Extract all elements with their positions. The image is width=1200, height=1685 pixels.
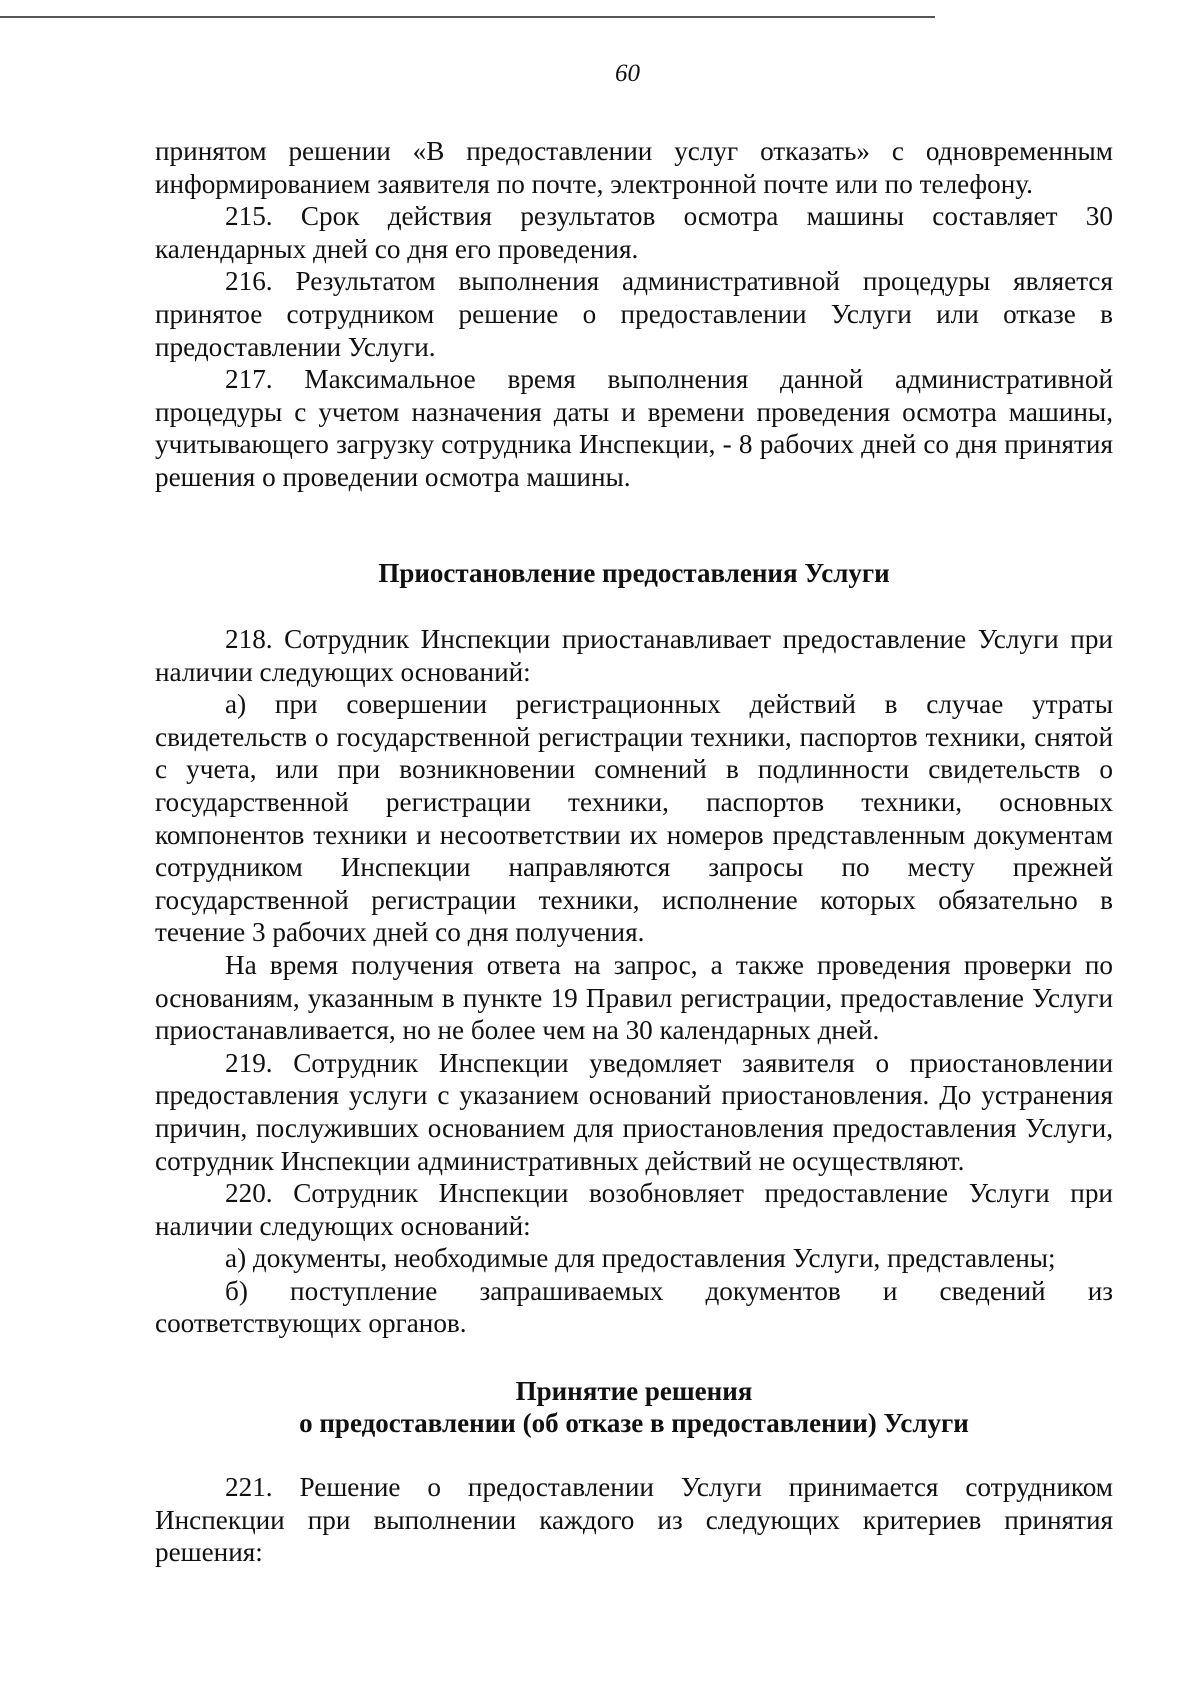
section-heading-suspension: Приостановление предоставления Услуги <box>378 558 890 588</box>
text-block-3 <box>155 1471 1113 1569</box>
paragraph-221: 221. Решение о предоставлении Услуги принимается сотрудником Инспекции при выполнении каждого из следующих критериев принятия решения: <box>155 1472 1113 1568</box>
paragraph-220: 220. Сотрудник Инспекции возобновляет предоставление Услуги при наличии следующих оснований: <box>155 1178 1113 1241</box>
text-block-2 <box>155 623 1113 1340</box>
paragraph-218-b: На время получения ответа на запрос, а также проведения проверки по основаниям, указанным в пункте 19 Правил регистрации, предоставление Услуги приостанавливается, но не более чем на 30 календарных дней. <box>155 949 1113 1046</box>
paragraph-216: 216. Результатом выполнения административной процедуры является принятое сотрудником решение о предоставлении Услуги или отказе в предоставлении Услуги. <box>155 266 1113 362</box>
paragraph-220-b: б) поступление запрашиваемых документов и сведений из соответствующих органов. <box>155 1275 1113 1339</box>
top-rule <box>0 16 935 18</box>
paragraph-220-a: а) документы, необходимые для предоставления Услуги, представлены; <box>225 1243 1056 1274</box>
section-heading-decision-line-2: о предоставлении (об отказе в предоставлении) Услуги <box>299 1408 969 1438</box>
paragraph-218: 218. Сотрудник Инспекции приостанавливает предоставление Услуги при наличии следующих оснований: <box>155 624 1113 687</box>
paragraph-218-a: а) при совершении регистрационных действий в случае утраты свидетельств о государственной регистрации техники, паспортов техники, снятой с учета, или при возникновении сомнений в подлинности свидетельств о государственной регистрации техники, паспортов техники, основных компонентов техники и несоответствии их номеров представленным документам сотрудником Инспекции направляются запросы по месту прежней государственной регистрации техники, исполнение которых обязательно в течение 3 рабочих дней со дня получения. <box>155 689 1113 948</box>
text-block-1 <box>155 135 1113 494</box>
section-heading-decision-line-1: Принятие решения <box>515 1376 753 1406</box>
paragraph-219: 219. Сотрудник Инспекции уведомляет заявителя о приостановлении предоставления услуги с указанием оснований приостановления. До устранения причин, послуживших основанием для приостановления предоставления Услуги, сотрудник Инспекции административных действий не осуществляют. <box>155 1047 1113 1176</box>
paragraph-217: 217. Максимальное время выполнения данной административной процедуры с учетом назначения даты и времени проведения осмотра машины, учитывающего загрузку сотрудника Инспекции, - 8 рабочих дней со дня принятия решения о проведении осмотра машины. <box>155 364 1113 492</box>
section-heading-decision <box>155 1375 1113 1439</box>
paragraph-215: 215. Срок действия результатов осмотра машины составляет 30 календарных дней со дня его проведения. <box>155 201 1113 264</box>
page-number: 60 <box>615 60 640 87</box>
paragraph-continuation: принятом решении «В предоставлении услуг отказать» с одновременным информированием заявителя по почте, электронной почте или по телефону. <box>155 136 1113 199</box>
